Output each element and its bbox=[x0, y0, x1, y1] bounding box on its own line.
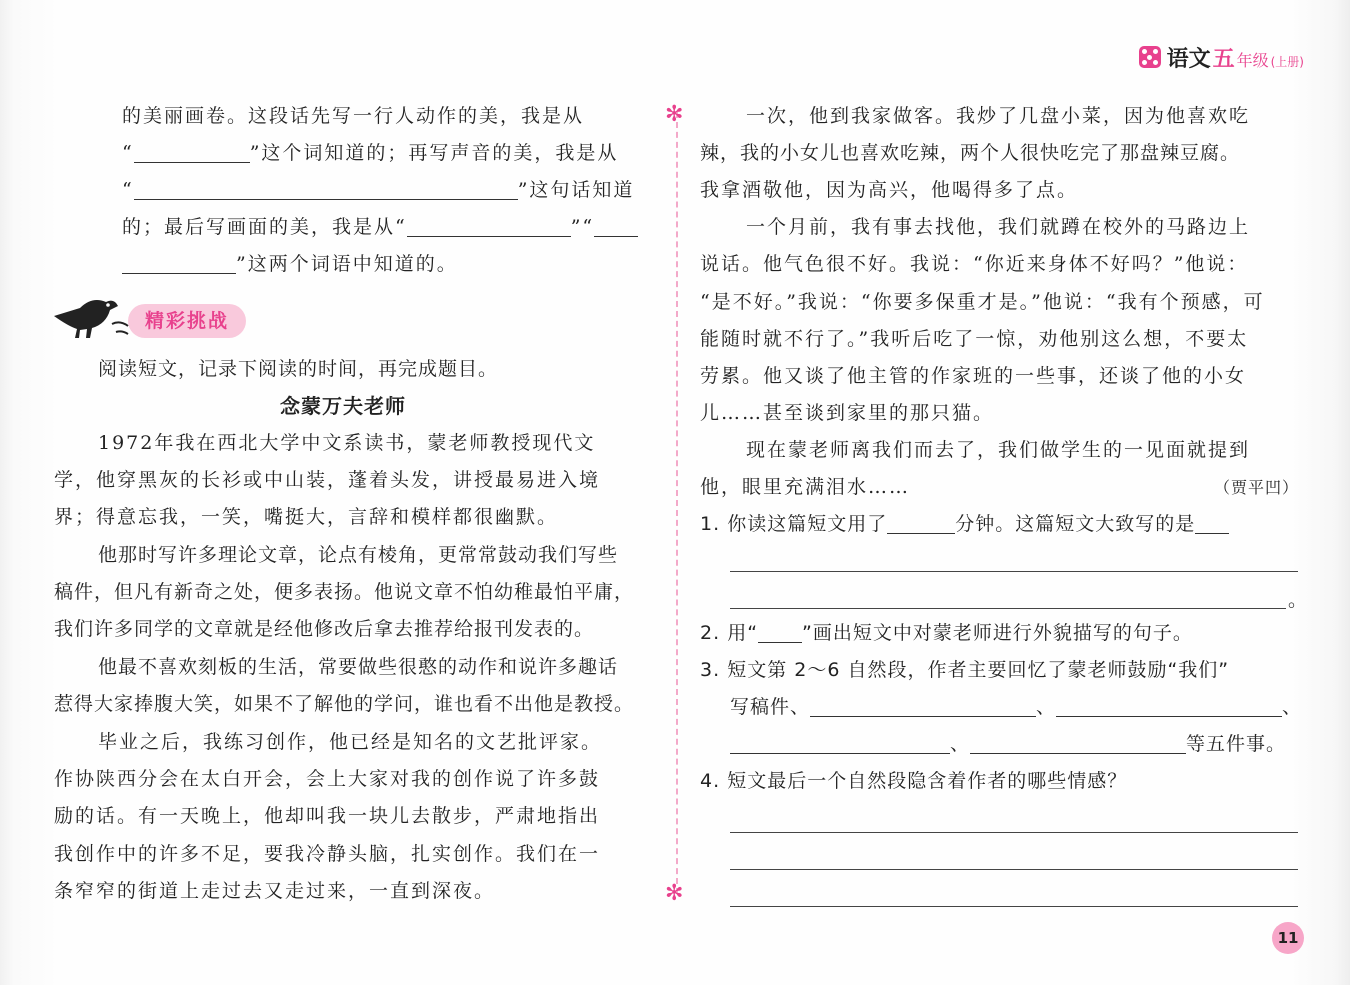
article-line: 辣，我的小女儿也喜欢吃辣，两个人很快吃完了那盘辣豆腐。 bbox=[700, 142, 1241, 164]
answer-blank[interactable] bbox=[594, 214, 638, 237]
article-line: 稿件，但凡有新奇之处，便多表扬。他说文章不怕幼稚最怕平庸， bbox=[54, 581, 635, 603]
exercise-line-1: 的美丽画卷。这段话先写一行人动作的美，我是从 bbox=[122, 105, 585, 127]
exercise-line-4: 的；最后写画面的美，我是从“ ”“ bbox=[122, 209, 638, 246]
answer-line[interactable] bbox=[730, 571, 1298, 572]
answer-blank[interactable] bbox=[1056, 694, 1282, 717]
star-icon: ✻ bbox=[665, 881, 684, 906]
answer-blank[interactable] bbox=[134, 177, 518, 200]
article-line: 学，他穿黑灰的长衫或中山装，蓬着头发，讲授最易进入境 bbox=[54, 469, 601, 491]
book-header bbox=[1139, 42, 1304, 73]
book-grade-number: 五 bbox=[1212, 47, 1235, 72]
article-line: “是不好。”我说：“你要多保重才是。”他说：“我有个预感，可 bbox=[700, 291, 1265, 313]
column-divider bbox=[676, 112, 678, 894]
article-line: 说话。他气色很不好。我说：“你近来身体不好吗？”他说： bbox=[700, 253, 1249, 275]
article-line: 劳累。他又谈了他主管的作家班的一些事，还谈了他的小女 bbox=[700, 365, 1247, 387]
article-line: 1972年我在西北大学中文系读书，蒙老师教授现代文 bbox=[98, 432, 596, 454]
article-line: 界；得意忘我，一笑，嘴挺大，言辞和模样都很幽默。 bbox=[54, 506, 559, 528]
dice-logo-icon bbox=[1139, 46, 1161, 68]
article-line: 他，眼里充满泪水…… bbox=[700, 476, 911, 498]
article-line: 儿……甚至谈到家里的那只猫。 bbox=[700, 402, 995, 424]
answer-blank[interactable] bbox=[1195, 511, 1229, 534]
article-line: 一个月前，我有事去找他，我们就蹲在校外的马路边上 bbox=[746, 216, 1251, 238]
article-line: 条窄窄的街道上走过去又走过来，一直到深夜。 bbox=[54, 880, 496, 902]
answer-blank[interactable] bbox=[810, 694, 1036, 717]
answer-line[interactable] bbox=[730, 869, 1298, 870]
question-3: 3. 短文第 2～6 自然段，作者主要回忆了蒙老师鼓励“我们” bbox=[700, 659, 1230, 681]
article-line: 惹得大家捧腹大笑，如果不了解他的学问，谁也看不出他是教授。 bbox=[54, 693, 635, 715]
article-line: 我拿酒敬他，因为高兴，他喝得多了点。 bbox=[700, 179, 1079, 201]
article-line: 毕业之后，我练习创作，他已经是知名的文艺批评家。 bbox=[98, 731, 603, 753]
question-1: 1. 你读这篇短文用了 分钟。这篇短文大致写的是 bbox=[700, 506, 1229, 543]
question-3-line-2: 写稿件、 、 、 bbox=[730, 696, 1303, 718]
answer-blank[interactable] bbox=[407, 214, 571, 237]
article-line: 一次，他到我家做客。我炒了几盘小菜，因为他喜欢吃 bbox=[746, 105, 1251, 127]
article-line: 我创作中的许多不足，要我冷静头脑，扎实创作。我们在一 bbox=[54, 843, 601, 865]
answer-line[interactable] bbox=[730, 906, 1298, 907]
question-2: 2. 用“ ”画出短文中对蒙老师进行外貌描写的句子。 bbox=[700, 622, 1193, 644]
answer-blank[interactable] bbox=[730, 731, 950, 754]
book-subject: 语文 bbox=[1166, 47, 1211, 72]
reading-instruction: 阅读短文，记录下阅读的时间，再完成题目。 bbox=[98, 358, 499, 380]
answer-line[interactable] bbox=[730, 832, 1298, 833]
article-line: 作协陕西分会在太白开会，会上大家对我的创作说了许多鼓 bbox=[54, 768, 601, 790]
answer-blank[interactable] bbox=[758, 620, 802, 643]
article-line: 现在蒙老师离我们而去了，我们做学生的一见面就提到 bbox=[746, 439, 1251, 461]
star-icon: ✻ bbox=[665, 102, 684, 127]
answer-blank[interactable] bbox=[970, 731, 1186, 754]
exercise-line-2: “ ”这个词知道的；再写声音的美，我是从 bbox=[122, 142, 619, 164]
answer-blank[interactable] bbox=[122, 251, 236, 274]
bird-icon bbox=[50, 294, 130, 344]
challenge-section-label: 精彩挑战 bbox=[128, 304, 246, 338]
answer-line[interactable] bbox=[730, 608, 1286, 609]
exercise-line-5: ”这两个词语中知道的。 bbox=[122, 246, 458, 283]
book-grade-label: 年级 bbox=[1236, 51, 1269, 70]
article-title: 念蒙万夫老师 bbox=[280, 394, 406, 418]
page-number: 11 bbox=[1272, 922, 1304, 954]
book-term: (上册) bbox=[1270, 55, 1304, 69]
article-author: （贾平凹） bbox=[1214, 478, 1300, 497]
article-line: 能随时就不行了。”我听后吃了一惊，劝他别这么想，不要太 bbox=[700, 328, 1249, 350]
article-line: 他最不喜欢刻板的生活，常要做些很憨的动作和说许多趣话 bbox=[98, 656, 619, 678]
article-line: 他那时写许多理论文章，论点有棱角，更常常鼓动我们写些 bbox=[98, 544, 619, 566]
question-3-line-3: 、 等五件事。 bbox=[730, 726, 1286, 763]
question-4: 4. 短文最后一个自然段隐含着作者的哪些情感？ bbox=[700, 770, 1128, 792]
answer-blank[interactable] bbox=[134, 140, 250, 163]
exercise-line-3: “ ”这句话知道 bbox=[122, 179, 635, 201]
article-line: 我们许多同学的文章就是经他修改后拿去推荐给报刊发表的。 bbox=[54, 618, 595, 640]
article-line: 励的话。有一天晚上，他却叫我一块儿去散步，严肃地指出 bbox=[54, 805, 601, 827]
question-1-end: 。 bbox=[1288, 589, 1309, 611]
answer-blank[interactable] bbox=[887, 511, 955, 534]
